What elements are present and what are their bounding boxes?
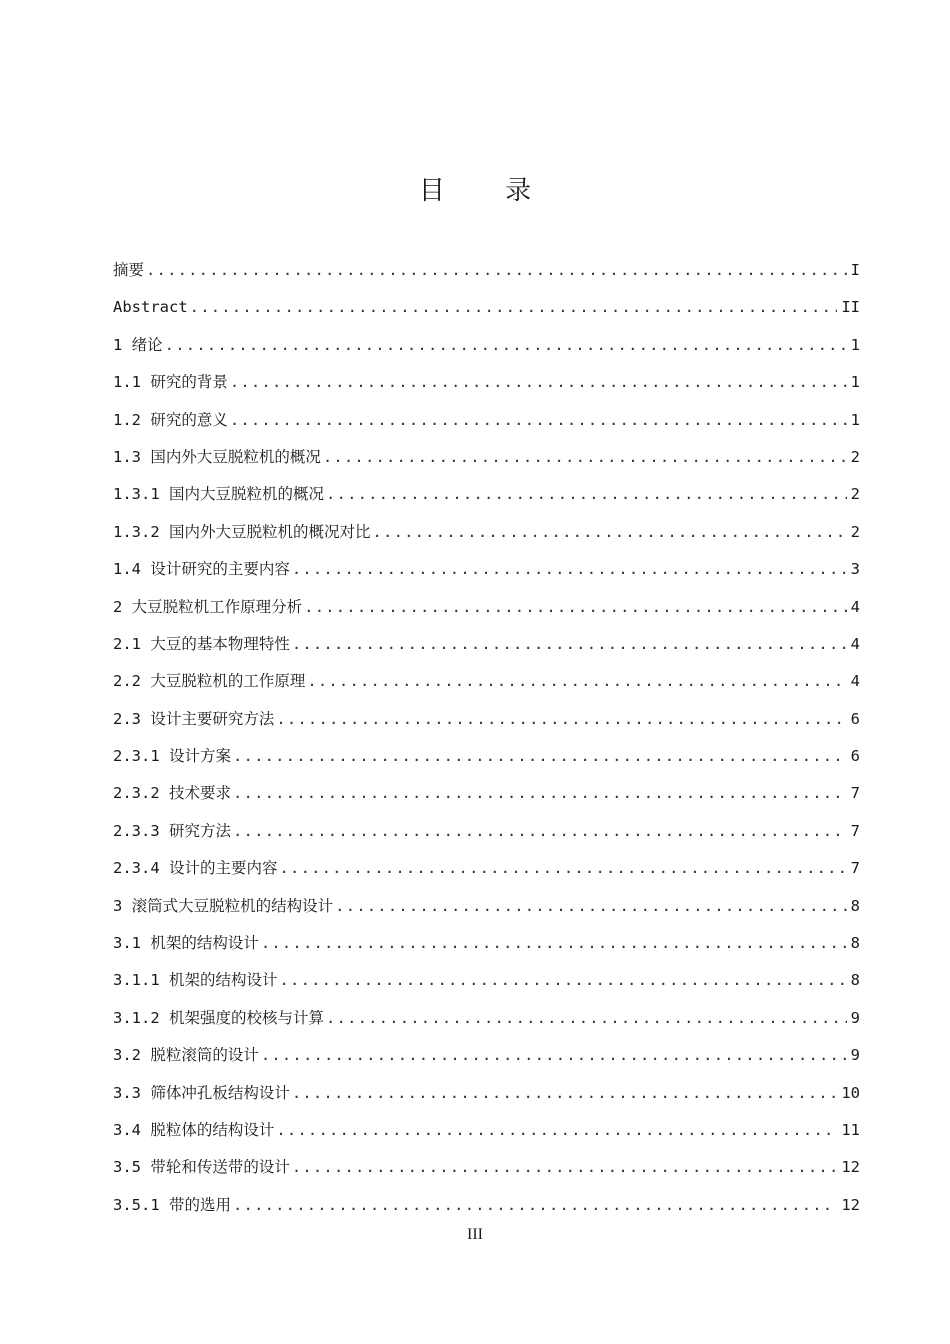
toc-entry-label: 2.3.4 设计的主要内容	[113, 859, 278, 878]
toc-entry-page: 2	[850, 522, 860, 541]
toc-entry-page: 8	[850, 971, 860, 990]
toc-entry-label: 2.3 设计主要研究方法	[113, 709, 275, 728]
toc-entry-page: 1	[850, 335, 860, 354]
toc-entry-page: 1	[850, 410, 860, 429]
toc-dot-leader	[233, 738, 847, 775]
toc-dot-leader	[280, 850, 847, 887]
toc-entry-label: 1.3.1 国内大豆脱粒机的概况	[113, 485, 324, 504]
toc-dot-leader	[326, 1000, 847, 1037]
toc-dot-leader	[190, 289, 838, 326]
toc-dot-leader	[233, 775, 847, 812]
toc-entry-label: 1.2 研究的意义	[113, 410, 228, 429]
toc-entry[interactable]	[113, 439, 860, 476]
toc-dot-leader	[165, 327, 847, 364]
toc-entry-page: 10	[841, 1083, 860, 1102]
toc-dot-leader	[335, 888, 846, 925]
toc-entry-page: 12	[841, 1158, 860, 1177]
toc-entry-page: II	[841, 298, 860, 317]
toc-dot-leader	[230, 364, 847, 401]
toc-entry-label: 1 绪论	[113, 335, 163, 354]
toc-entry[interactable]	[113, 850, 860, 887]
toc-entry-label: 摘要	[113, 261, 145, 279]
toc-entry-label: 3.4 脱粒体的结构设计	[113, 1120, 275, 1139]
toc-entry-label: 2.3.3 研究方法	[113, 821, 231, 840]
toc-entry-label: 3.1 机架的结构设计	[113, 934, 259, 953]
toc-entry-label: 2 大豆脱粒机工作原理分析	[113, 597, 303, 616]
toc-dot-leader	[292, 551, 847, 588]
toc-entry[interactable]	[113, 738, 860, 775]
toc-entry-label: 2.1 大豆的基本物理特性	[113, 634, 290, 653]
toc-entry-page: I	[850, 261, 860, 279]
toc-entry[interactable]	[113, 551, 860, 588]
toc-dot-leader	[261, 1037, 847, 1074]
toc-dot-leader	[292, 1149, 838, 1186]
toc-entry-page: 6	[850, 709, 860, 728]
toc-entry[interactable]	[113, 402, 860, 439]
toc-entry-label: 3.5 带轮和传送带的设计	[113, 1158, 290, 1177]
toc-entry[interactable]	[113, 925, 860, 962]
toc-dot-leader	[280, 962, 847, 999]
toc-entry-page: 8	[850, 934, 860, 953]
toc-entry-page: 9	[850, 1008, 860, 1027]
toc-dot-leader	[292, 626, 847, 663]
toc-entry-label: 3.1.1 机架的结构设计	[113, 971, 278, 990]
toc-entry[interactable]	[113, 888, 860, 925]
toc-entry-page: 7	[850, 859, 860, 878]
toc-entry-label: 2.3.2 技术要求	[113, 784, 231, 803]
toc-dot-leader	[276, 701, 846, 738]
toc-dot-leader	[261, 925, 847, 962]
toc-entry-label: 3.3 筛体冲孔板结构设计	[113, 1083, 290, 1102]
toc-entry-label: 2.3.1 设计方案	[113, 747, 231, 766]
toc-entry[interactable]	[113, 514, 860, 551]
toc-entry[interactable]	[113, 589, 860, 626]
toc-entry-page: 3	[850, 560, 860, 579]
toc-entry-label: 1.1 研究的背景	[113, 373, 228, 392]
toc-dot-leader	[233, 1187, 837, 1224]
toc-dot-leader	[292, 1075, 838, 1112]
toc-entry[interactable]	[113, 813, 860, 850]
toc-dot-leader	[326, 476, 847, 513]
toc-dot-leader	[233, 813, 847, 850]
footer-page-number: III	[467, 1226, 483, 1243]
toc-entry-page: 7	[850, 784, 860, 803]
toc-entry[interactable]	[113, 962, 860, 999]
toc-entry[interactable]	[113, 626, 860, 663]
toc-entry-label: 1.4 设计研究的主要内容	[113, 560, 290, 579]
toc-entry-label: 2.2 大豆脱粒机的工作原理	[113, 672, 306, 691]
toc-entry-label: 1.3.2 国内外大豆脱粒机的概况对比	[113, 522, 371, 541]
toc-entry-label: Abstract	[113, 298, 188, 317]
toc-entry-page: 1	[850, 373, 860, 392]
toc-entry[interactable]	[113, 476, 860, 513]
toc-entry-page: 11	[841, 1120, 860, 1139]
toc-entry-page: 4	[850, 672, 860, 691]
page-title: 目 录	[418, 176, 558, 206]
toc-dot-leader	[307, 663, 846, 700]
toc-entry-page: 12	[841, 1195, 860, 1214]
toc-entry[interactable]	[113, 1112, 860, 1149]
toc-dot-leader	[146, 252, 847, 289]
toc-entry-page: 4	[850, 634, 860, 653]
toc-entry[interactable]	[113, 1037, 860, 1074]
toc-entry[interactable]	[113, 327, 860, 364]
toc-entry[interactable]	[113, 1149, 860, 1186]
toc-dot-leader	[304, 589, 846, 626]
toc-dot-leader	[373, 514, 847, 551]
toc-entry[interactable]	[113, 1187, 860, 1224]
table-of-contents	[113, 252, 860, 1224]
toc-entry[interactable]	[113, 1000, 860, 1037]
toc-entry[interactable]	[113, 289, 860, 326]
toc-dot-leader	[230, 402, 847, 439]
toc-entry-label: 3.1.2 机架强度的校核与计算	[113, 1008, 324, 1027]
toc-entry-label: 3 滚筒式大豆脱粒机的结构设计	[113, 896, 334, 915]
toc-entry-page: 7	[850, 821, 860, 840]
toc-entry-label: 3.2 脱粒滚筒的设计	[113, 1046, 259, 1065]
toc-dot-leader	[323, 439, 847, 476]
toc-dot-leader	[276, 1112, 837, 1149]
toc-entry-label: 3.5.1 带的选用	[113, 1195, 231, 1214]
toc-entry[interactable]	[113, 701, 860, 738]
toc-entry[interactable]	[113, 1075, 860, 1112]
toc-entry[interactable]	[113, 775, 860, 812]
toc-entry-label: 1.3 国内外大豆脱粒机的概况	[113, 447, 321, 466]
toc-entry[interactable]	[113, 252, 860, 289]
toc-entry-page: 9	[850, 1046, 860, 1065]
toc-entry-page: 8	[850, 896, 860, 915]
toc-entry-page: 6	[850, 747, 860, 766]
toc-entry-page: 2	[850, 447, 860, 466]
toc-entry[interactable]	[113, 663, 860, 700]
toc-entry[interactable]	[113, 364, 860, 401]
toc-entry-page: 4	[850, 597, 860, 616]
toc-entry-page: 2	[850, 485, 860, 504]
